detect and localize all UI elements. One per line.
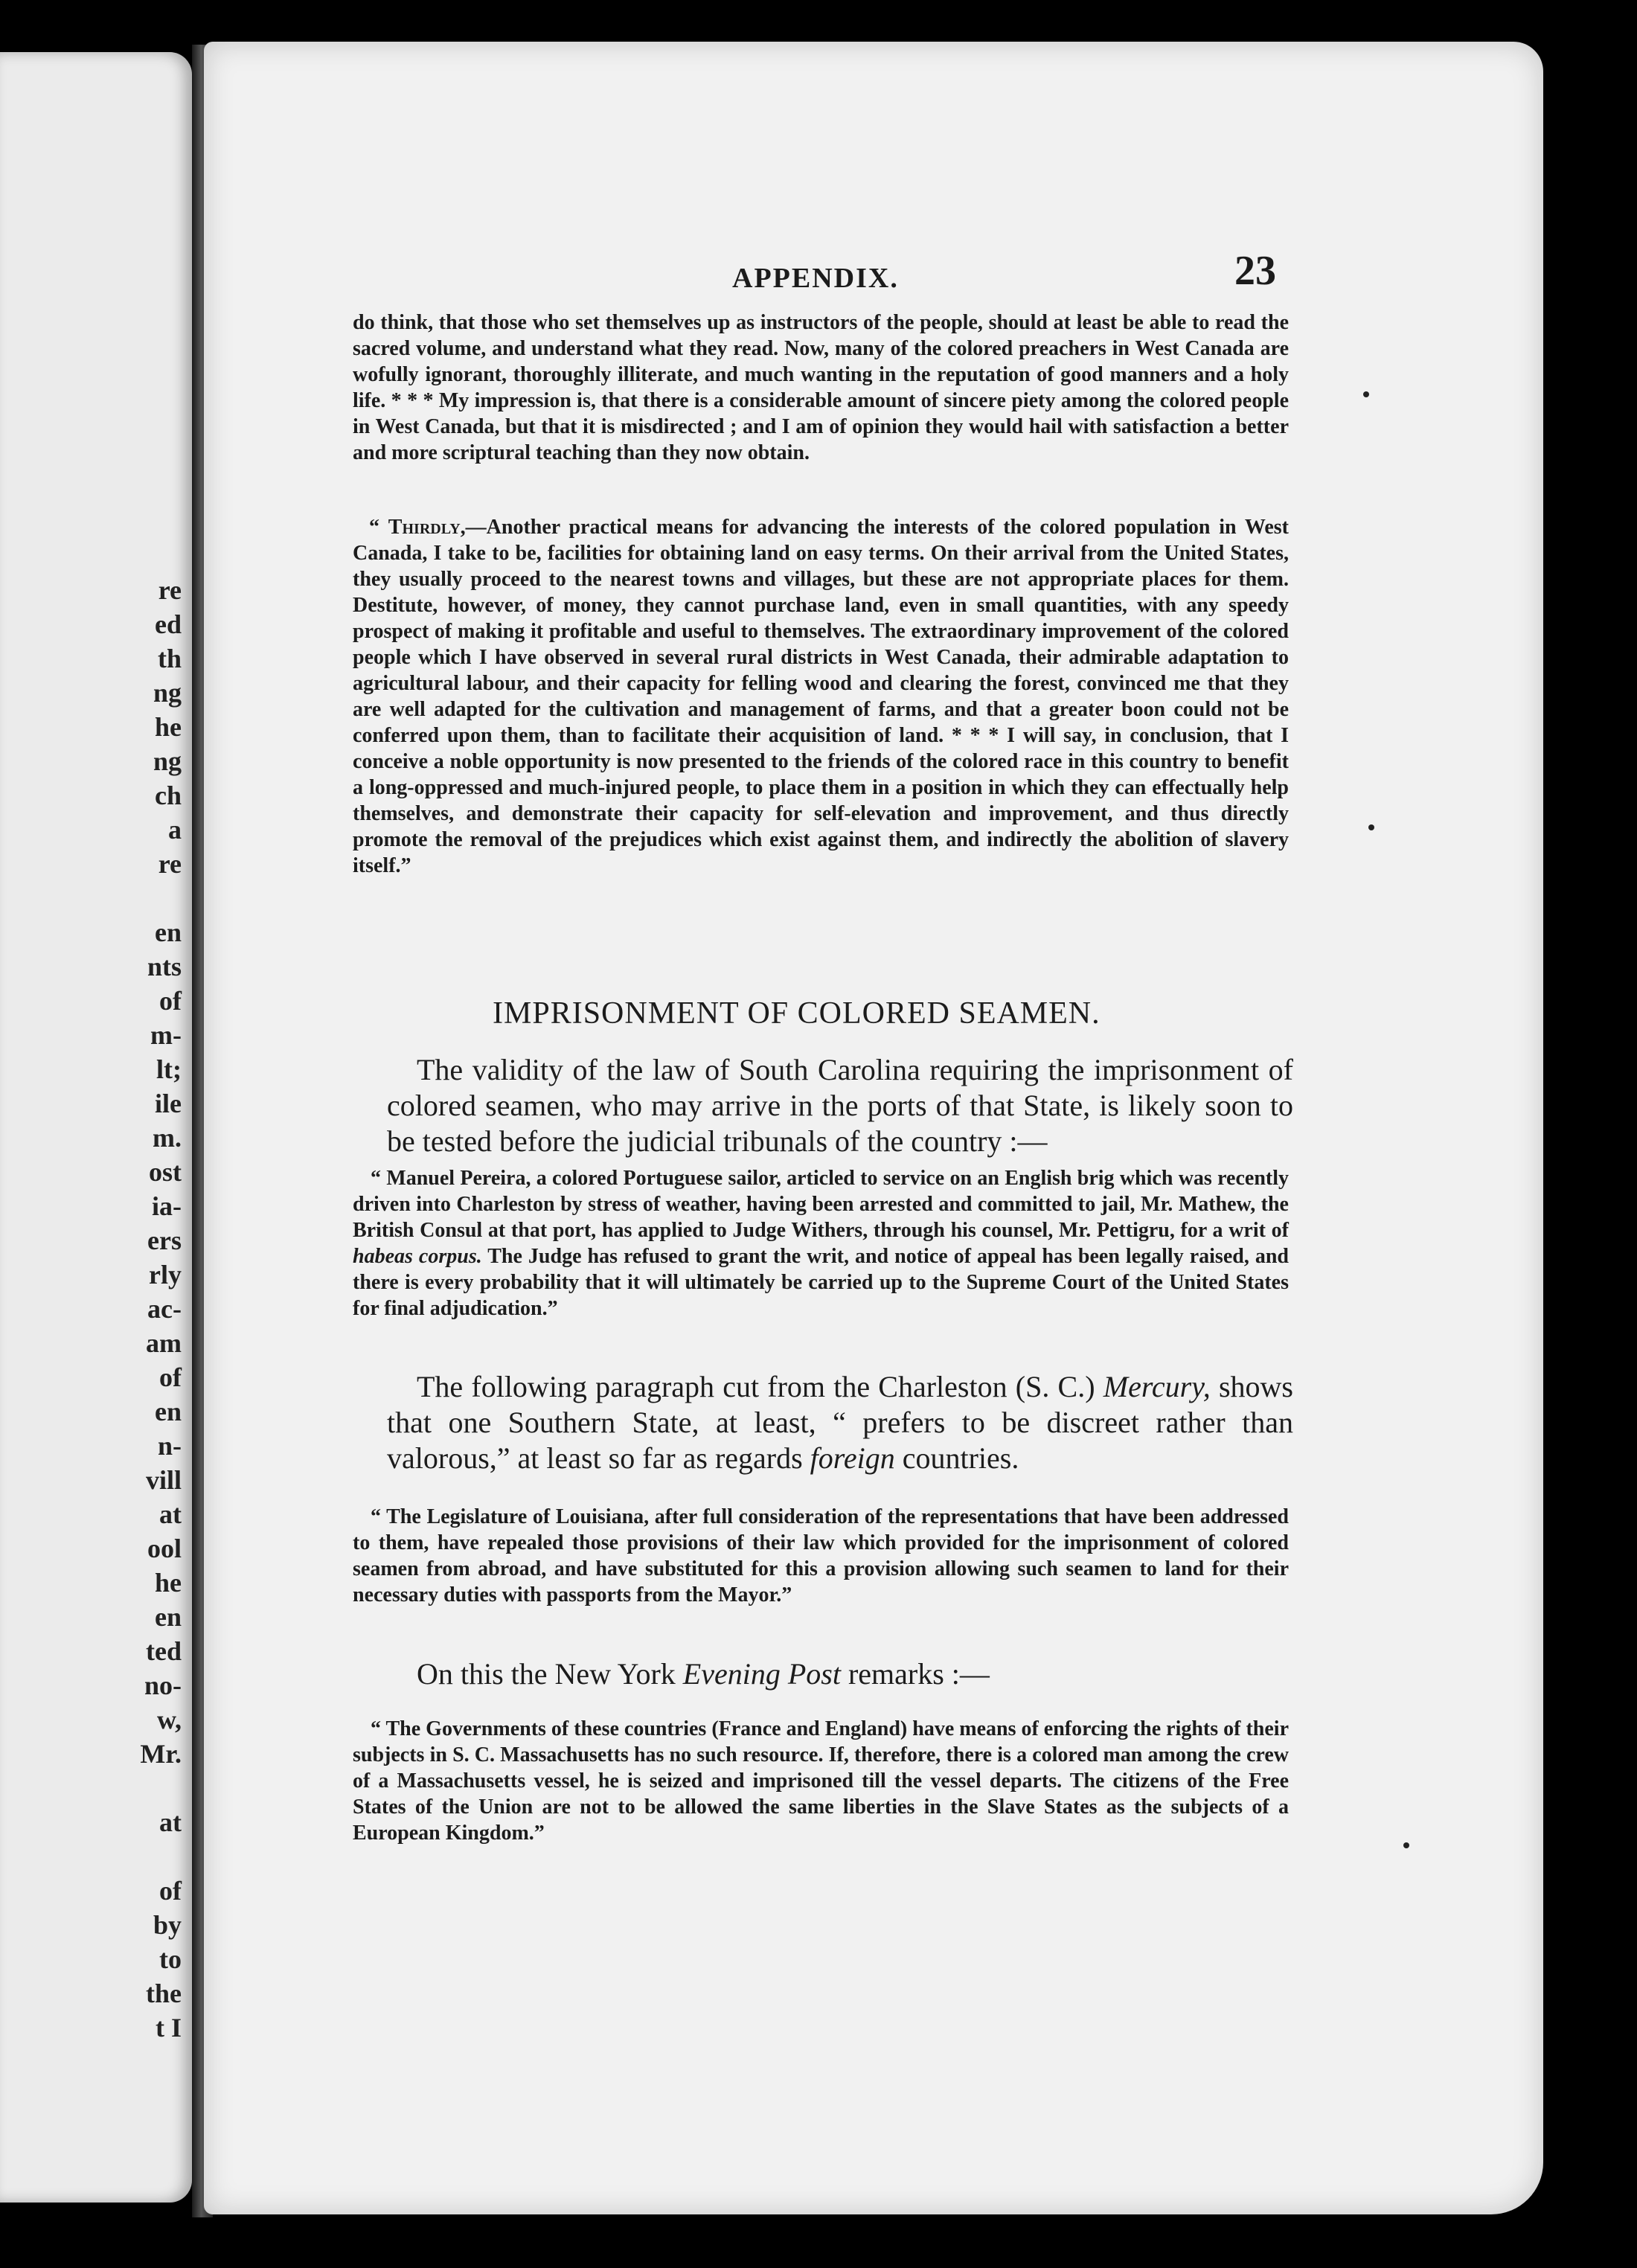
evening-post-text-2: remarks :— [840,1657,990,1691]
left-page-fragment: ac- [147,1294,182,1324]
page-number: 23 [1234,248,1276,294]
left-page-fragment: Mr. [140,1739,182,1769]
left-page-fragment: ers [147,1226,182,1255]
left-page-fragment: am [146,1328,182,1358]
left-page-fragment: ost [149,1157,182,1187]
left-page-fragment: t I [156,2013,182,2043]
thirdly-body: —Another practical means for advancing the interests of the colored population in West Canada, I take to be, facilities for obtaining land on easy terms. On their arrival from the United States, they usually proceed to the nearest towns and villages, but these are not appropriate places for them. Destitute, however, of money, they cannot purchase land, even in small quantities, with any speedy prospect of making it profitable and useful to themselves. The extraordinary improvement of the colored people which I have observed in several rural districts in West Canada, their admirable adaptation to agricultural labour, and their capacity for felling wood and clearing the forest, convinced me that they are well adapted for the cultivation and management of farms, and that a greater boon could not be conferred upon them, than to facilitate their acquisition of land. * * * I will say, in conclusion, that I conceive a noble opportunity is now presented to the friends of the colored race in this country to benefit a long-oppressed and much-injured people, to place them in a position in which they can effectually help themselves, and demonstrate their capacity for self-elevation and improvement, and thus directly promote the removal of the prejudices which exist against them, and indirectly the abolition of slavery itself.” [353,516,1290,877]
thirdly-lead: Thirdly, [388,516,466,539]
left-page-fragment: a [168,815,182,845]
paragraph-charleston-mercury [387,1369,1293,1476]
left-page-fragment: no- [144,1670,182,1700]
left-page-fragment: w, [156,1705,182,1734]
left-page-fragment: ng [153,678,182,708]
habeas-corpus-italic: habeas corpus. [353,1245,482,1268]
quote-text-2: The Judge has refused to grant the writ, and notice of appeal has been legally raised, and there is every probability that it will ultimately be carried up to the Supreme Court of the United States for final adjudication.” [353,1245,1289,1320]
left-page-fragment: of [159,1876,182,1906]
left-page-fragment: en [155,917,182,947]
mercury-text-2: shows that one Southern State, at least, “ prefers to be discreet rather than valorous,” at least so far as regards [387,1370,1293,1475]
left-page-fragment [126,1839,182,1874]
paragraph-thirdly [353,514,1289,879]
left-page-fragment: at [159,1499,182,1529]
left-page-fragment: m. [153,1123,182,1153]
left-page-fragment: by [153,1910,182,1940]
left-page-fragment: the [146,1979,182,2008]
left-page-fragment: re [158,849,182,879]
left-page-fragment: th [157,644,182,673]
left-page-fragment: nts [147,952,182,981]
paragraph-preachers: do think, that those who set themselves up as instructors of the people, should at least be able to read the sacred volume, and understand what they read. Now, many of the colored preachers in West Canada are wofully ignorant, thoroughly illiterate, and much wanting in the reputation of good manners and a holy life. * * * My impression is, that there is a considerable amount of sincere piety among the colored people in West Canada, but that it is misdirected ; and I am of opinion they would hail with satisfaction a better and more scriptural teaching than they now obtain. [353,311,1289,464]
left-page-fragment: of [159,1362,182,1392]
left-page-fragment: ed [155,609,182,639]
left-page-fragment: en [155,1397,182,1426]
left-page-fragment: ted [146,1636,182,1666]
left-page-fragment: vill [145,1465,182,1495]
quote-manuel-pereira [353,1165,1289,1322]
mercury-italic: Mercury, [1103,1370,1211,1403]
left-page-fragment: m- [150,1020,182,1050]
ink-speck [1403,1842,1409,1848]
left-page-fragment: ch [155,781,182,810]
left-page-fragment: ool [147,1534,182,1563]
paragraph-evening-post [387,1656,1293,1692]
quote-louisiana: “ The Legislature of Louisiana, after full consideration of the representations that have been addressed to them, have repealed those provisions of their law which provided for the imprisonment of colored seamen from abroad, and have substituted for this a provision allowing such seamen to land for their necessary duties with passports from the Mayor.” [353,1505,1289,1606]
left-page-fragment: rly [149,1260,182,1290]
left-page-fragment: ia- [152,1191,182,1221]
right-page [204,42,1543,2214]
left-page-fragment: of [159,986,182,1016]
left-facing-page [0,52,192,2203]
running-header [204,234,1543,308]
left-page-fragment: lt; [156,1054,182,1084]
ink-speck [1363,391,1369,397]
left-page-fragment: en [155,1602,182,1632]
foreign-italic: foreign [810,1441,895,1475]
paragraph-validity: The validity of the law of South Carolina requiring the imprisonment of colored seamen, who may arrive in the ports of that State, is likely soon to be tested before the judicial tribunals of the country :— [387,1053,1293,1158]
left-page-text-fragments [126,573,192,2045]
left-page-fragment: at [159,1807,182,1837]
left-page-fragment [126,1771,182,1805]
left-page-fragment: he [155,1568,182,1598]
ink-speck [1368,824,1374,830]
quote-text-1: “ Manuel Pereira, a colored Portuguese sailor, articled to service on an English brig which was recently driven into Charleston by stress of weather, having been arrested and committed to jail, Mr. Mathew, the British Consul at that port, has applied to Judge Withers, through his counsel, Mr. Pettigru, for a writ of [353,1167,1289,1242]
left-page-fragment: to [159,1944,182,1974]
quote-governments: “ The Governments of these countries (France and England) have means of enforcing the rights of their subjects in S. C. Massachusetts has no such resource. If, therefore, there is a colored man among the crew of a Massachusetts vessel, he is seized and imprisoned till the vessel departs. The citizens of the Free States of the Union are not to be allowed the same liberties in the Slave States as the subjects of a European Kingdom.” [353,1717,1289,1845]
left-page-fragment: re [158,575,182,605]
left-page-fragment [126,881,182,915]
mercury-text-3: countries. [894,1441,1019,1475]
open-quote: “ [369,516,388,539]
left-page-fragment: ile [155,1089,182,1118]
section-heading: IMPRISONMENT OF COLORED SEAMEN. [493,996,1101,1031]
left-page-fragment: ng [153,746,182,776]
mercury-text-1: The following paragraph cut from the Charleston (S. C.) [417,1370,1103,1403]
left-page-fragment: he [155,712,182,742]
left-page-fragment: n- [157,1431,182,1461]
running-title: APPENDIX. [732,263,899,294]
evening-post-italic: Evening Post [682,1657,841,1691]
evening-post-text-1: On this the New York [417,1657,683,1691]
